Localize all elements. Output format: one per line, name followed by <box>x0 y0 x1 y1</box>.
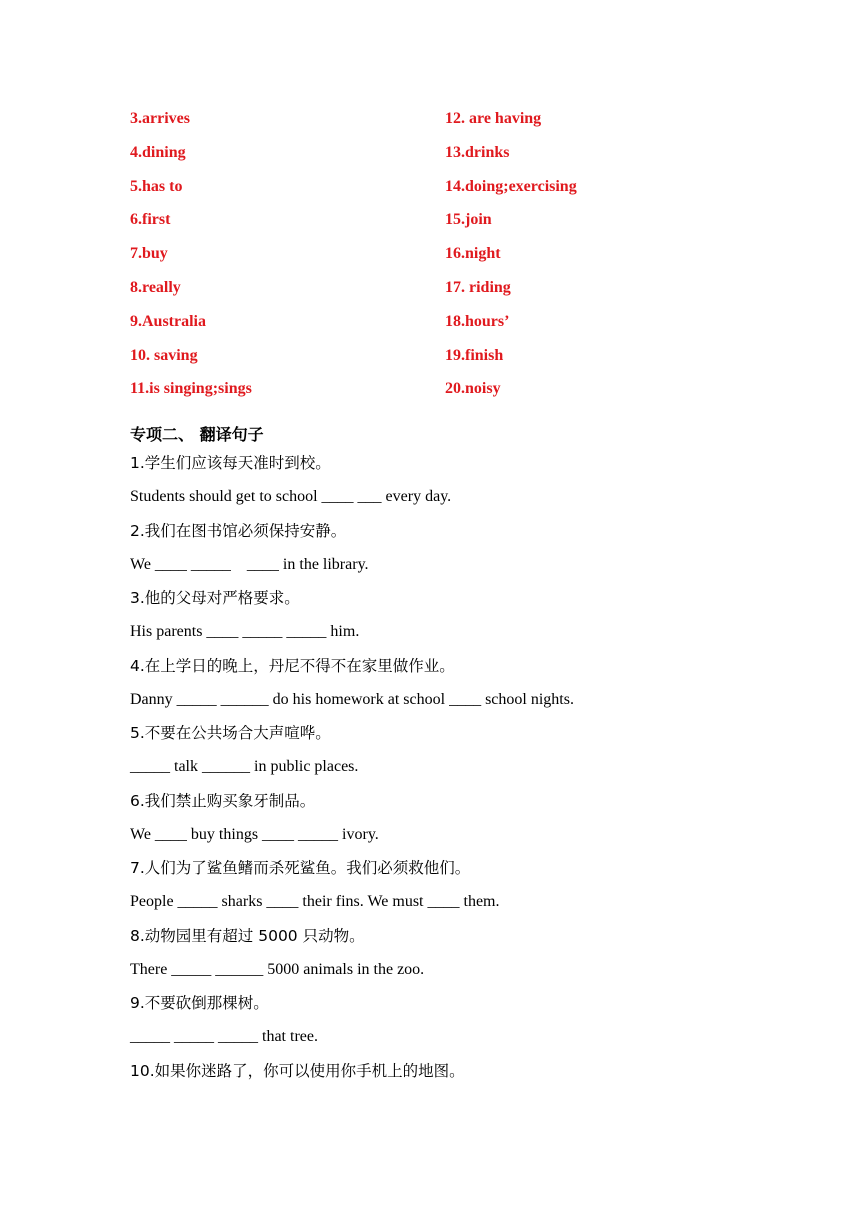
answer-row <box>130 313 750 347</box>
english-sentence: Students should get to school ____ ___ every day. <box>130 488 452 505</box>
chinese-sentence: 6.我们禁止购买象牙制品。 <box>130 791 316 810</box>
english-sentence: _____ _____ _____ that tree. <box>130 1028 318 1045</box>
answer-row <box>130 110 750 144</box>
answer-item: 10. saving <box>130 346 198 364</box>
answer-item: 14.doing;exercising <box>445 177 577 195</box>
english-sentence: Danny _____ ______ do his homework at school ____ school nights. <box>130 690 574 708</box>
english-sentence: People _____ sharks ____ their fins. We must ____ them. <box>130 893 500 910</box>
answer-row <box>130 211 750 245</box>
answer-item: 18.hours’ <box>445 312 510 330</box>
answer-item: 11.is singing;sings <box>130 380 252 398</box>
answer-item: 9.Australia <box>130 312 206 330</box>
answer-item: 12. are having <box>445 110 542 127</box>
answer-row <box>130 245 750 279</box>
chinese-sentence: 7.人们为了鲨鱼鳍而杀死鲨鱼。我们必须救他们。 <box>130 859 471 877</box>
answer-item: 3.arrives <box>130 110 190 127</box>
chinese-sentence: 3.他的父母对严格要求。 <box>130 589 300 607</box>
answer-key <box>130 110 750 414</box>
answer-item: 15.join <box>445 211 492 229</box>
chinese-sentence: 9.不要砍倒那棵树。 <box>130 994 269 1012</box>
answer-row <box>130 279 750 313</box>
chinese-sentence: 1.学生们应该每天准时到校。 <box>130 454 331 472</box>
answer-item: 6.first <box>130 211 171 229</box>
english-sentence: There _____ ______ 5000 animals in the zoo. <box>130 960 425 978</box>
chinese-sentence: 2.我们在图书馆必须保持安静。 <box>130 521 347 540</box>
answer-item: 7.buy <box>130 245 168 263</box>
chinese-sentence: 5.不要在公共场合大声喧哗。 <box>130 724 331 742</box>
answer-item: 19.finish <box>445 346 504 364</box>
chinese-sentence: 8.动物园里有超过 5000 只动物。 <box>130 926 365 945</box>
english-sentence: We ____ buy things ____ _____ ivory. <box>130 825 379 843</box>
answer-item: 5.has to <box>130 177 183 195</box>
english-sentence: We ____ _____ ____ in the library. <box>130 555 369 573</box>
chinese-sentence: 4.在上学日的晚上，丹尼不得不在家里做作业。 <box>130 656 455 675</box>
translation-section <box>130 424 750 1094</box>
answer-row <box>130 347 750 381</box>
chinese-sentence: 10.如果你迷路了，你可以使用你手机上的地图。 <box>130 1061 465 1080</box>
answer-item: 20.noisy <box>445 380 501 398</box>
section-title: 专项二、 翻译句子 <box>130 425 264 444</box>
answer-item: 4.dining <box>130 143 186 161</box>
english-sentence: _____ talk ______ in public places. <box>130 758 359 775</box>
answer-row <box>130 178 750 212</box>
answer-row <box>130 144 750 178</box>
answer-item: 17. riding <box>445 278 511 296</box>
english-sentence: His parents ____ _____ _____ him. <box>130 623 360 640</box>
answer-item: 16.night <box>445 245 501 263</box>
answer-row <box>130 380 750 414</box>
answer-item: 8.really <box>130 278 181 296</box>
answer-item: 13.drinks <box>445 143 510 161</box>
